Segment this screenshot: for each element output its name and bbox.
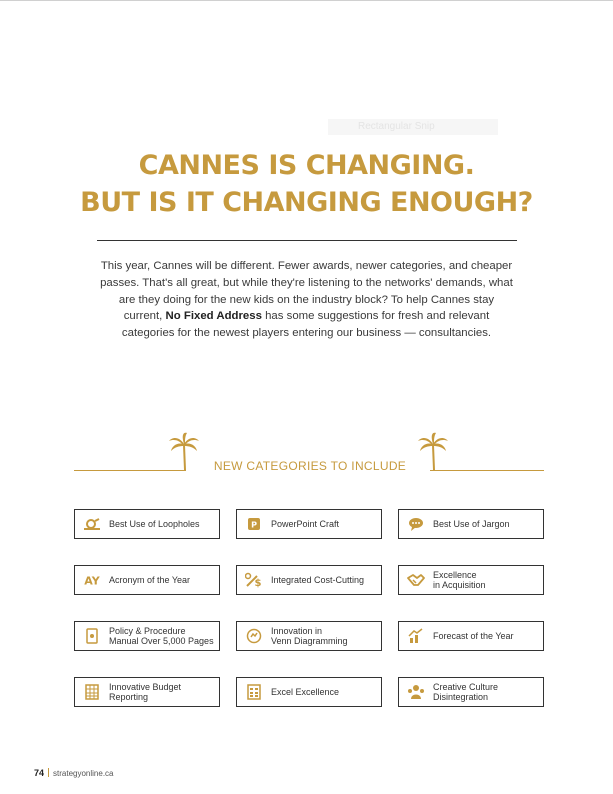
powerpoint-icon (237, 510, 271, 538)
page-number: 74 (34, 768, 45, 778)
category-card (236, 677, 382, 707)
category-card (74, 621, 220, 651)
headline-line-1: CANNES IS CHANGING. (138, 150, 475, 181)
category-card (398, 565, 544, 595)
category-card (398, 621, 544, 651)
cost-cutting-icon (237, 566, 271, 594)
handshake-icon (399, 566, 433, 594)
category-label: Best Use of Loopholes (109, 519, 200, 529)
category-card (236, 621, 382, 651)
snip-overlay-label: Rectangular Snip (328, 119, 498, 135)
spreadsheet-icon (75, 678, 109, 706)
svg-text:$: $ (254, 578, 262, 588)
category-card (74, 565, 220, 595)
category-label: Policy & Procedure Manual Over 5,000 Pages (109, 626, 214, 646)
section-title: NEW CATEGORIES TO INCLUDE (213, 459, 407, 473)
category-card (236, 565, 382, 595)
loophole-icon (75, 510, 109, 538)
category-label: PowerPoint Craft (271, 519, 340, 529)
footer-site: strategyonline.ca (53, 769, 114, 778)
intro-text-start: This year, Cannes will be different. Fewer awards, newer categories, and cheaper passes. That's all great, but while they're listening to the networks' demands, what are they doing for the new kids on the industry block? To help Cannes stay current, (100, 260, 513, 323)
category-label: Innovative Budget Reporting (109, 682, 182, 702)
venn-icon (237, 622, 271, 650)
acronym-icon (75, 566, 109, 594)
category-label: Forecast of the Year (433, 631, 514, 641)
headline-line-2: BUT IS IT CHANGING ENOUGH? (80, 187, 533, 218)
category-label: Acronym of the Year (109, 575, 191, 585)
speech-bubble-icon (399, 510, 433, 538)
intro-bold-brand: No Fixed Address (165, 310, 262, 323)
category-label: Excellence in Acquisition (433, 570, 486, 590)
excel-icon (237, 678, 271, 706)
manual-icon (75, 622, 109, 650)
intro-text-end: has some suggestions for fresh and relevant categories for the newest players entering our business — consultancies. (121, 310, 492, 340)
category-card (398, 509, 544, 539)
intro-paragraph (100, 258, 513, 342)
divider (97, 240, 517, 241)
category-label: Integrated Cost-Cutting (271, 575, 365, 585)
category-card (236, 509, 382, 539)
top-border-line (0, 0, 613, 1)
people-icon (399, 678, 433, 706)
svg-text:AY: AY (84, 574, 100, 586)
category-card (74, 509, 220, 539)
page-footer (34, 768, 114, 778)
category-card (398, 677, 544, 707)
footer-divider (48, 768, 49, 777)
category-label: Excel Excellence (271, 687, 340, 697)
svg-text:P: P (251, 520, 257, 530)
category-card (74, 677, 220, 707)
category-label: Best Use of Jargon (433, 519, 510, 529)
category-label: Innovation in Venn Diagramming (271, 626, 348, 646)
category-label: Creative Culture Disintegration (433, 682, 499, 702)
forecast-chart-icon (399, 622, 433, 650)
